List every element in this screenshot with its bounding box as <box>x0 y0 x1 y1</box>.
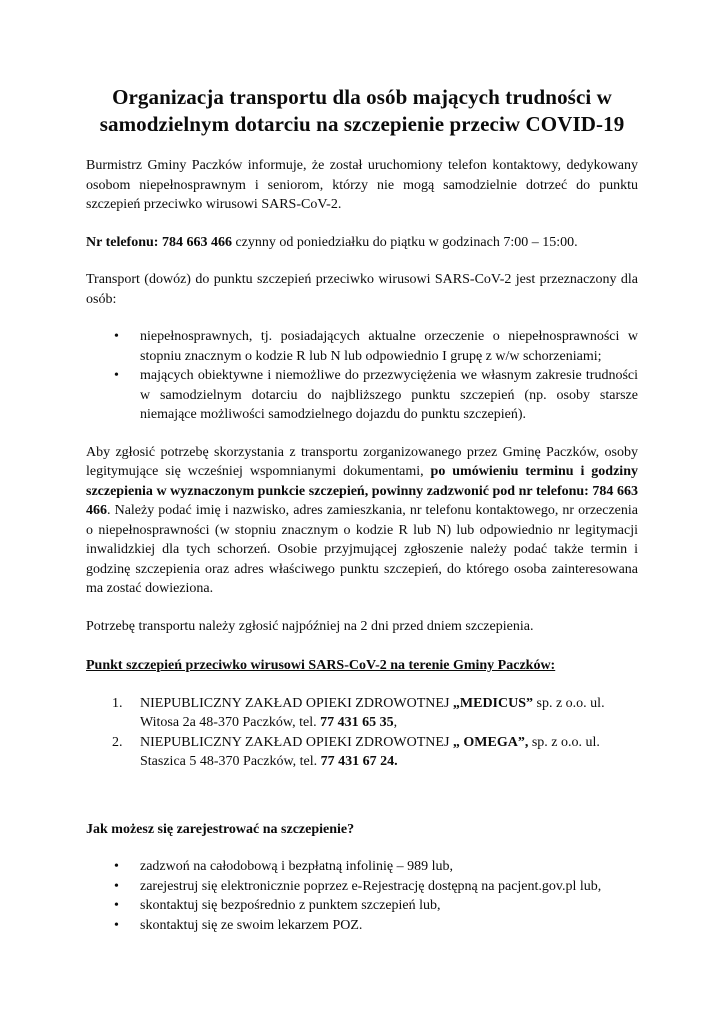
phone-number-line: Nr telefonu: 784 663 466 czynny od poniedziałku do piątku w godzinach 7:00 – 15:00. <box>86 234 578 250</box>
procedure-paragraph: Aby zgłosić potrzebę skorzystania z transportu zorganizowanego przez Gminę Paczków, osoby legitymujące się wcześniej wspomnianymi dokumentami, po umówieniu terminu i godziny szczepienia w wyznaczonym punkcie szczepień, powinny zadzwonić pod nr telefonu: 784 663 466. Należy podać imię i nazwisko, adres zamieszkania, nr telefonu kontaktowego, nr orzeczenia o niepełnosprawności (w stopniu znacznym o kodzie R lub N) lub odpowiednio nr legitymacji inwalidzkiej dla tych schorzeń. Osobie przyjmującej zgłoszenie należy podać także termin i godzinę szczepienia oraz adres właściwego punktu szczepień, do którego osoba zainteresowana ma zostać dowieziona. <box>86 444 638 596</box>
list-item: NIEPUBLICZNY ZAKŁAD OPIEKI ZDROWOTNEJ „ OMEGA”, sp. z o.o. ul. Staszica 5 48-370 Paczków, tel. 77 431 67 24. <box>140 734 600 769</box>
transport-intro-paragraph: Transport (dowóz) do punktu szczepień przeciwko wirusowi SARS-CoV-2 jest przeznaczony dla osób: <box>86 272 638 307</box>
list-item: NIEPUBLICZNY ZAKŁAD OPIEKI ZDROWOTNEJ „MEDICUS” sp. z o.o. ul. Witosa 2a 48-370 Paczków, tel. 77 431 65 35, <box>140 695 605 730</box>
eligibility-list <box>86 327 638 425</box>
intro-paragraph: Burmistrz Gminy Paczków informuje, że został uruchomiony telefon kontaktowy, dedykowany osobom niepełnosprawnym i seniorom, którzy nie mogą samodzielnie dotrzeć do punktu szczepień przeciwko wirusowi SARS-CoV-2. <box>86 158 638 212</box>
vaccination-points-heading: Punkt szczepień przeciwko wirusowi SARS-CoV-2 na terenie Gminy Paczków: <box>86 658 556 673</box>
page-title-line-2: samodzielnym dotarciu na szczepienie przeciw COVID-19 <box>99 112 625 136</box>
list-item: • skontaktuj się bezpośrednio z punktem szczepień lub, <box>140 896 638 916</box>
list-item: • niepełnosprawnych, tj. posiadających aktualne orzeczenie o niepełnosprawności w stopniu znacznym o kodzie R lub N lub odpowiednio I grupę z w/w schorzeniami; <box>140 327 638 366</box>
registration-heading: Jak możesz się zarejestrować na szczepienie? <box>86 821 355 837</box>
registration-options-list <box>86 857 638 935</box>
vaccination-points-list <box>86 694 638 772</box>
list-item: • mających obiektywne i niemożliwe do przezwyciężenia we własnym zakresie trudności w samodzielnym dotarciu do najbliższego punktu szczepień (np. osoby starsze niemające możliwości samodzielnego dojazdu do punktu szczepień). <box>140 366 638 425</box>
list-item: • zarejestruj się elektronicznie poprzez e-Rejestrację dostępną na pacjent.gov.pl lub, <box>140 877 638 897</box>
list-item: • zadzwoń na całodobową i bezpłatną infolinię – 989 lub, <box>140 857 638 877</box>
list-item: • skontaktuj się ze swoim lekarzem POZ. <box>140 916 638 936</box>
page-title-line-1: Organizacja transportu dla osób mających trudności w <box>112 85 612 109</box>
deadline-paragraph: Potrzebę transportu należy zgłosić najpóźniej na 2 dni przed dniem szczepienia. <box>86 618 534 634</box>
page-title <box>86 84 638 138</box>
